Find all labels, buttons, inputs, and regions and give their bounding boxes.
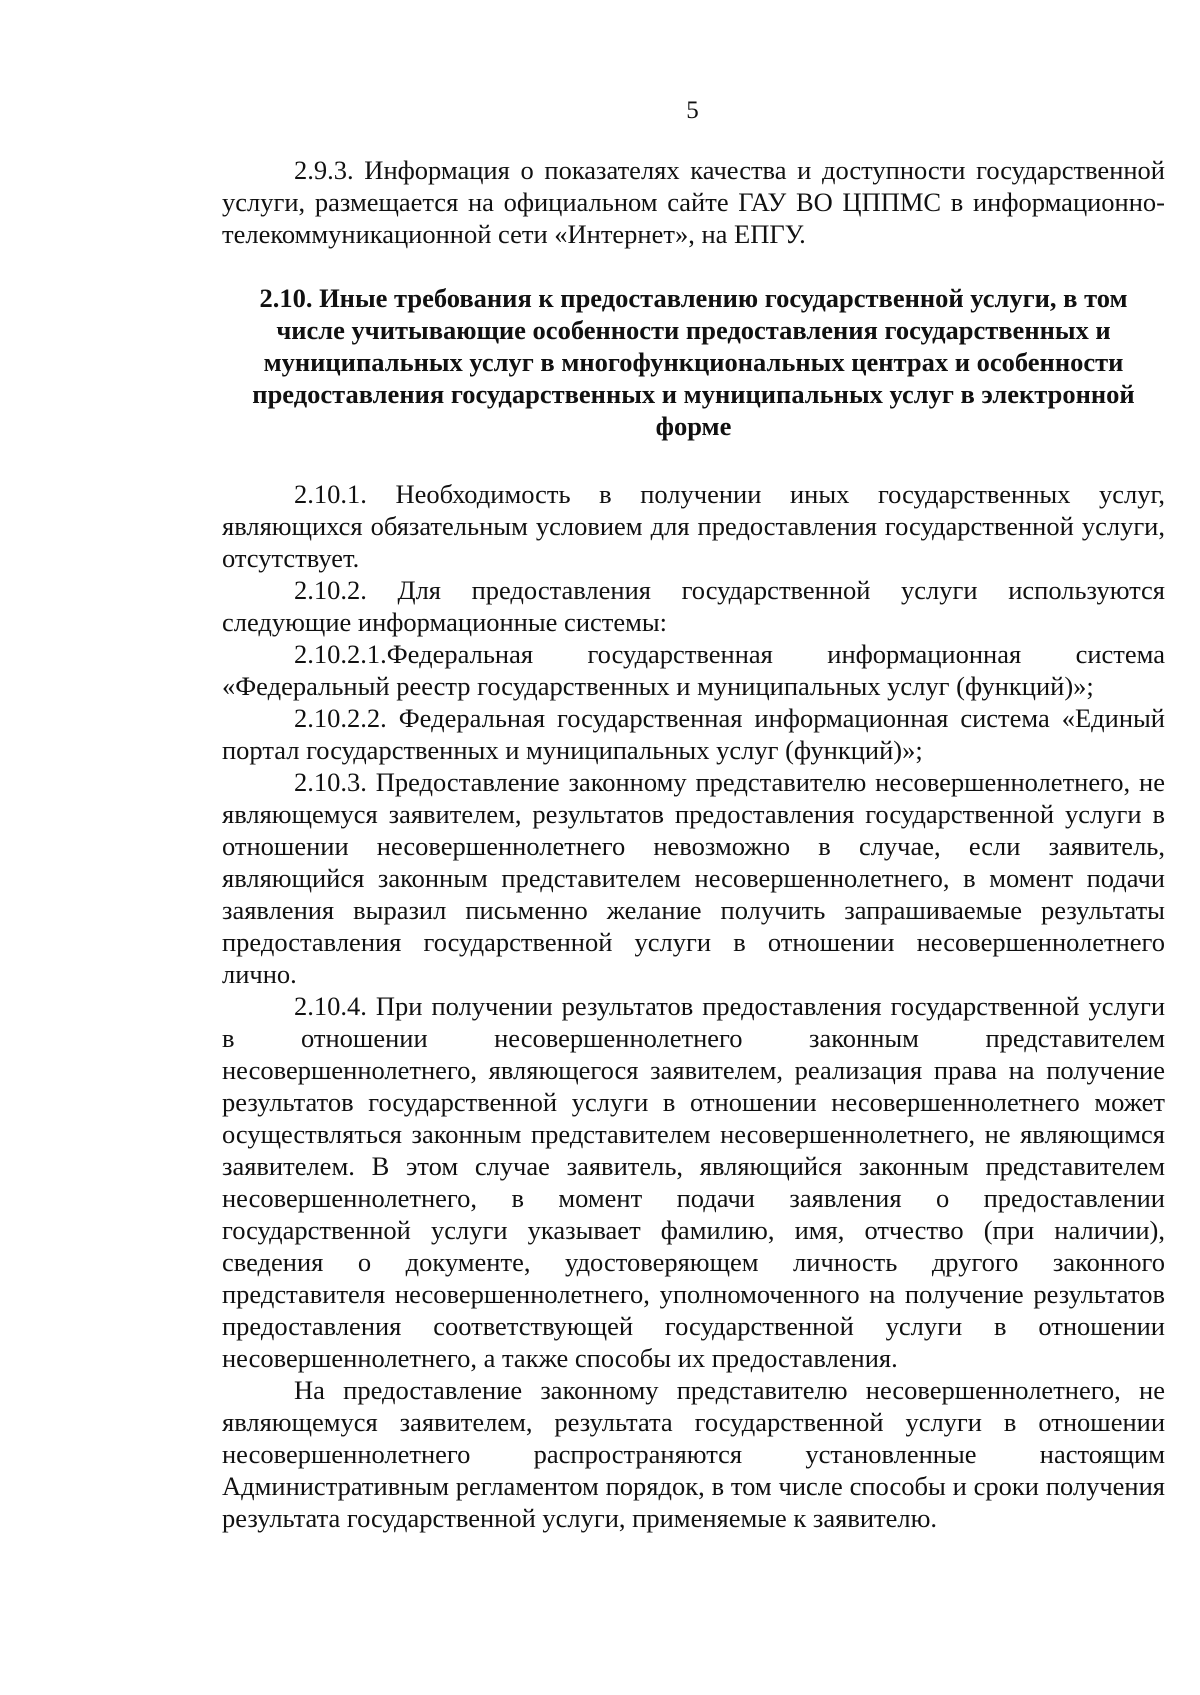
paragraph-2-10-4: 2.10.4. При получении результатов предоставления государственной услуги в отношении несовершеннолетнего законным представителем несовершеннолетнего, являющегося заявителем, реализация права на получение результатов государственной услуги в отношении несовершеннолетнего может осуществляться законным представителем несовершеннолетнего, не являющимся заявителем. В этом случае заявитель, являющийся законным представителем несовершеннолетнего, в момент подачи заявления о предоставлении государственной услуги указывает фамилию, имя, отчество (при наличии), сведения о документе, удостоверяющем личность другого законного представителя несовершеннолетнего, уполномоченного на получение результатов предоставления соответствующей государственной услуги в отношении несовершеннолетнего, а также способы их предоставления. <box>222 991 1165 1373</box>
paragraph-2-10-1: 2.10.1. Необходимость в получении иных государственных услуг, являющихся обязательным условием для предоставления государственной услуги, отсутствует. <box>222 479 1165 573</box>
paragraph-2-10-3: 2.10.3. Предоставление законному представителю несовершеннолетнего, не являющемуся заявителем, результатов предоставления государственной услуги в отношении несовершеннолетнего невозможно в случае, если заявитель, являющийся законным представителем несовершеннолетнего, в момент подачи заявления выразил письменно желание получить запрашиваемые результаты предоставления государственной услуги в отношении несовершеннолетнего лично. <box>222 767 1165 989</box>
paragraph-2-10-2-1: 2.10.2.1.Федеральная государственная информационная система «Федеральный реестр государственных и муниципальных услуг (функций)»; <box>222 639 1165 701</box>
paragraph-2-10-2: 2.10.2. Для предоставления государственной услуги используются следующие информационные системы: <box>222 575 1165 637</box>
paragraph-2-10-2-2: 2.10.2.2. Федеральная государственная информационная система «Единый портал государственных и муниципальных услуг (функций)»; <box>222 703 1165 765</box>
paragraph-final: На предоставление законному представителю несовершеннолетнего, не являющемуся заявителем, результата государственной услуги в отношении несовершеннолетнего распространяются установленные настоящим Административным регламентом порядок, в том числе способы и сроки получения результата государственной услуги, применяемые к заявителю. <box>222 1375 1165 1533</box>
document-body <box>222 154 1165 1534</box>
page-number: 5 <box>686 97 699 124</box>
section-heading-2-10: 2.10. Иные требования к предоставлению государственной услуги, в том числе учитывающие особенности предоставления государственных и муниципальных услуг в многофункциональных центрах и особенности предоставления государственных и муниципальных услуг в электронной форме <box>252 283 1135 441</box>
paragraph-2-9-3: 2.9.3. Информация о показателях качества и доступности государственной услуги, размещается на официальном сайте ГАУ ВО ЦППМС в информационно-телекоммуникационной сети «Интернет», на ЕПГУ. <box>222 155 1165 249</box>
